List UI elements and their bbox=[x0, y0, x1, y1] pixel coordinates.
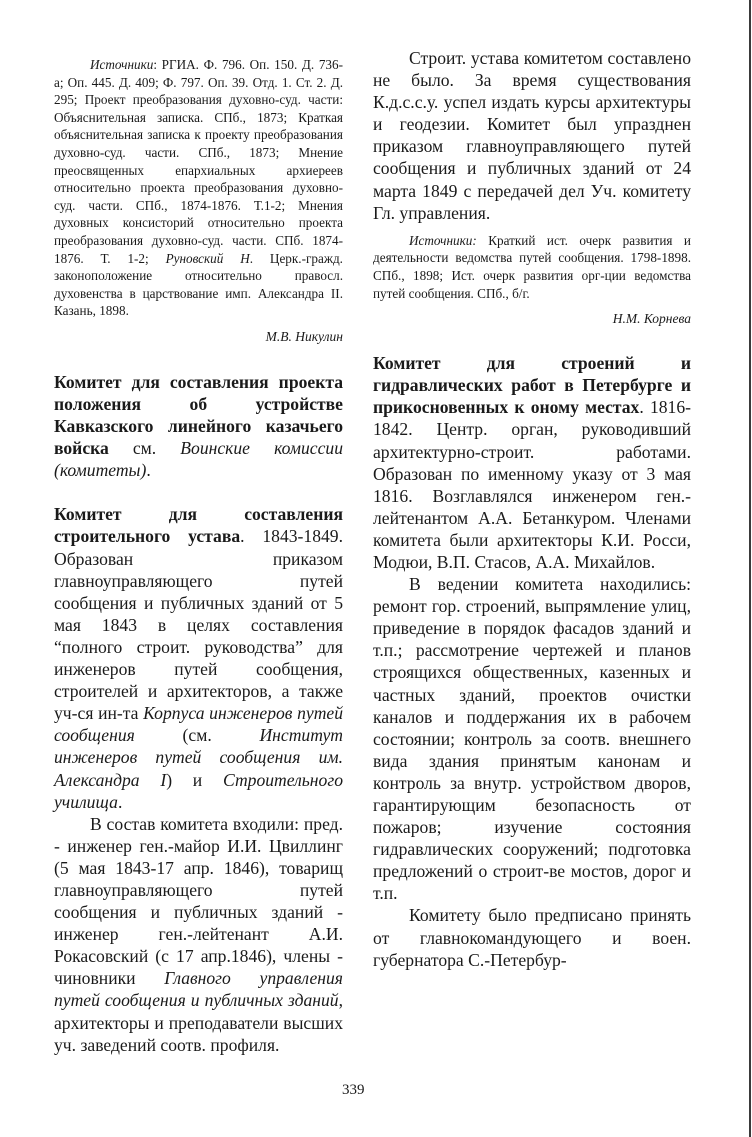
author-signature: Н.М. Корнева bbox=[612, 311, 691, 327]
cross-reference-link[interactable]: Корпуса инженеров путей сообщения bbox=[54, 703, 344, 746]
entry-headword: Комитет для составления проекта положения об устройстве Кавказского линейного казачьего войска bbox=[54, 371, 343, 459]
punct: . bbox=[117, 791, 123, 812]
punct: . bbox=[146, 460, 151, 481]
sources-label: Источники: bbox=[409, 232, 477, 248]
author-signature: М.В. Никулин bbox=[265, 328, 343, 344]
entry-headword: Комитет для строений и гидравлических работ в Петербурге и прикосновенных к оному местах bbox=[373, 353, 691, 418]
entry-paragraph: Комитету было предписано принять от главнокомандующего и воен. губернатора С.-Петербур- bbox=[373, 905, 691, 970]
sources-text: : РГИА. Ф. 796. Оп. 150. Д. 736-а; Оп. 445. Д. 409; Ф. 797. Оп. 39. Отд. 1. Ст. 2. Д. 295; Проект преобразования духовно-суд. части: Объяснительная записка. СПб., 1873; Краткая объяснительная записка к проекту преобразования духовно-суд. части. СПб., 1873; Мнение преосвященных епархиальных архиереев относительно проекта преобразования духовно-суд. части. СПб., 1874-1876. Т.1-2; Мнения духовных консисторий относительно проекта преобразования духовно-суд. части. СПб. 1874-1876. Т. 1-2; bbox=[54, 57, 343, 266]
entry-paragraph bbox=[54, 813, 343, 1056]
entry-text: (см. bbox=[134, 725, 260, 746]
sources-author: Руновский Н bbox=[165, 250, 250, 266]
page-number: 339 bbox=[342, 1082, 365, 1098]
page-edge-line bbox=[749, 0, 751, 1137]
sources-label: Источники bbox=[90, 57, 154, 72]
entry-gidrav bbox=[373, 352, 691, 573]
sources-text: Краткий ист. очерк развития и деятельности ведомства путей сообщения. 1798-1898. СПб., 1898; Ист. очерк развития орг-ции ведомства путей сообщения. СПб., б/г. bbox=[373, 232, 691, 301]
cross-reference-link[interactable]: Институт инженеров путей сообщения им. Александра I bbox=[54, 725, 343, 790]
sources-block bbox=[54, 56, 343, 320]
see-text: см. bbox=[108, 438, 181, 459]
entry-continuation: Строит. устава комитетом составлено не было. За время существования К.д.с.с.у. успел издать курсы архитектуры и геодезии. Комитет был упразднен приказом главноуправляющего путей сообщения и публичных зданий от 24 марта 1849 с передачей дел Уч. комитету Гл. управления. bbox=[373, 48, 691, 223]
entry-text: . 1843-1849. Образован приказом главноуправляющего путей сообщения и публичных зданий от 5 мая 1843 в целях составления “полного строит. руководства” для инженеров путей сообщения, строителей и архитекторов, а также уч-ся ин-та bbox=[54, 526, 343, 724]
sources-block bbox=[373, 232, 691, 302]
sources-text-after: . Церк.-гражд. законоположение относительно правосл. духовенства в царствование имп. Александра II. Казань, 1898. bbox=[54, 250, 343, 319]
cross-reference-link[interactable]: Строительного училища bbox=[54, 769, 343, 812]
right-column bbox=[373, 0, 691, 971]
entry-text: В состав комитета входили: пред. - инженер ген.-майор И.И. Цвиллинг (5 мая 1843-17 апр. 1846), товарищ главноуправляющего путей сообщения и публичных зданий - инженер ген.-лейтенант А.И. Рокасовский (с 17 апр.1846), члены - чиновники bbox=[54, 813, 343, 989]
entry-headword: Комитет для составления строительного устава bbox=[54, 504, 343, 547]
entry-kavkaz bbox=[54, 371, 343, 481]
entry-stroit-ustav bbox=[54, 503, 343, 812]
entry-text: , архитекторы и преподаватели высших уч. заведений соотв. профиля. bbox=[54, 990, 343, 1055]
cross-reference-link[interactable]: Воинские комиссии (комитеты) bbox=[54, 438, 343, 481]
left-column bbox=[54, 0, 343, 1056]
entry-text: . 1816-1842. Центр. орган, руководивший архитектурно-строит. работами. Образован по именному указу от 3 мая 1816. Возглавлялся инженером ген.-лейтенантом А.А. Бетанкуром. Членами комитета были архитекторы К.И. Росси, Модюи, В.П. Стасов, А.А. Михайлов. bbox=[373, 397, 691, 572]
cross-reference-link[interactable]: Главного управления путей сообщения и публичных зданий bbox=[54, 968, 343, 1011]
entry-paragraph: В ведении комитета находились: ремонт гор. строений, выпрямление улиц, приведение в порядок фасадов зданий и т.п.; рассмотрение чертежей и планов строящихся общественных, казенных и частных зданий, проектов очистки каналов и поддержания их в рабочем состоянии; контроль за соотв. внешнего вида здания принятым канонам и контроль за внутр. устройством дворов, гарантирующим безопасность от пожаров; изучение состояния гидравлических сооружений; подготовка предложений о строит-ве мостов, дорог и т.п. bbox=[373, 574, 691, 904]
entry-text: ) и bbox=[166, 769, 223, 790]
